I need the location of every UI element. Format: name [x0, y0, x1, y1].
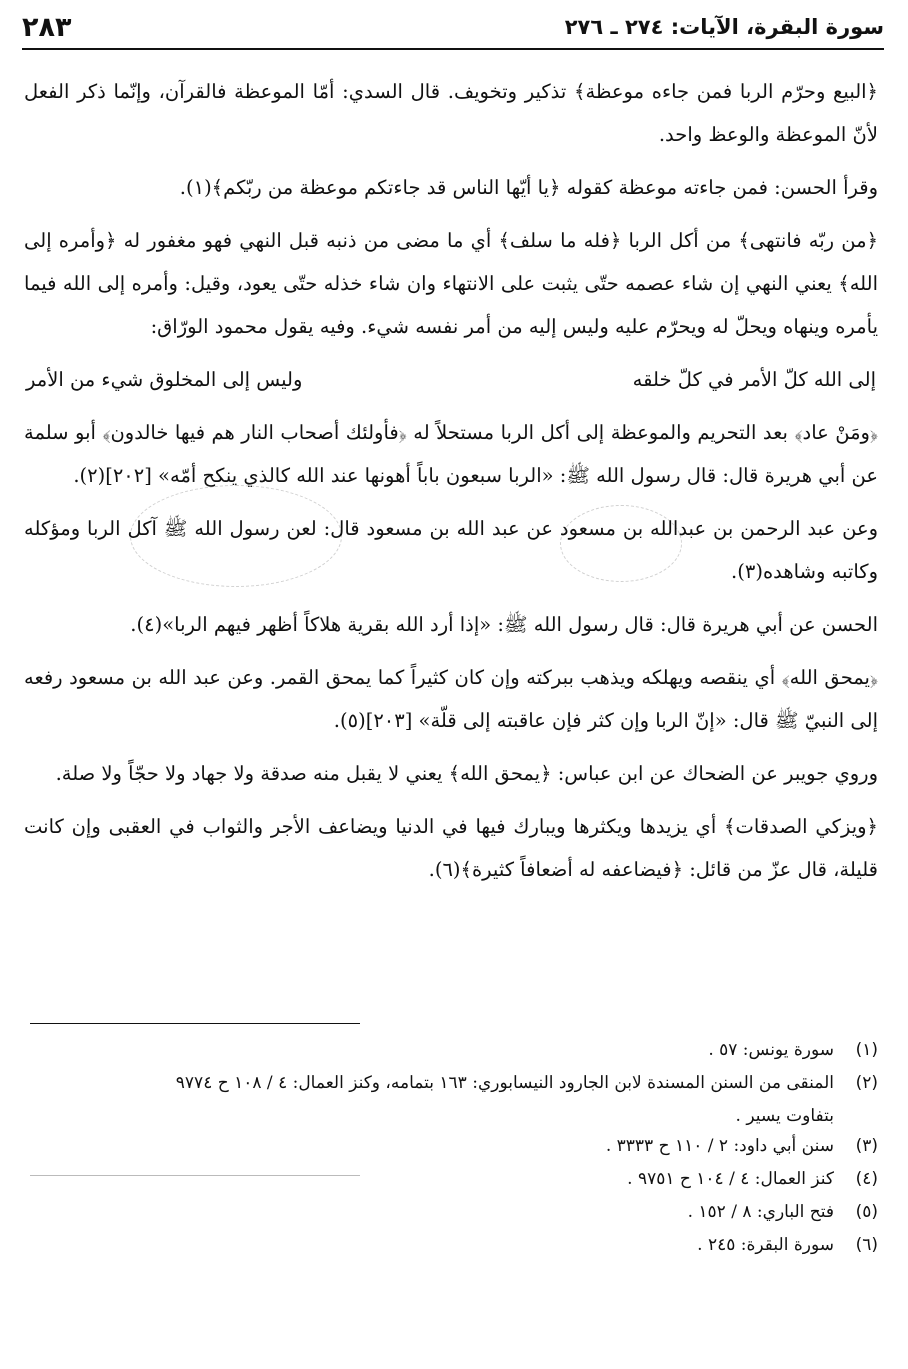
- footnote: [24, 1197, 878, 1228]
- footnote-number: (١): [855, 1040, 878, 1060]
- footnote-text: المنقى من السنن المسندة لابن الجارود النيسابوري: ١٦٣ بتمامه، وكنز العمال: ٤ / ١٠٨ ح ٩٧٧٤: [175, 1073, 834, 1093]
- footnote-text: سنن أبي داود: ٢ / ١١٠ ح ٣٣٣٣ .: [605, 1136, 834, 1156]
- paragraph: ﴿يمحق الله﴾ أي ينقصه ويهلكه ويذهب ببركته وإن كان كثيراً كما يمحق القمر. وعن عبد الله بن مسعود رفعه إلى النبيّ ﷺ قال: «إنّ الربا وإن كثر فإن عاقبته إلى قلّة» [٢٠٣](٥).: [24, 666, 878, 732]
- footnote: [24, 1131, 878, 1162]
- footnote: [24, 1068, 878, 1099]
- paragraph: ﴿من ربّه فانتهى﴾ من أكل الربا ﴿فله ما سلف﴾ أي ما مضى من ذنبه قبل النهي فهو مغفور له ﴿وأمره إلى الله﴾ يعني النهي إن شاء عصمه حتّى يثبت على الانتهاء وان شاء خذله حتّى يعود، وقيل: وأمره إلى الله فيما يأمره وينهاه ويحلّ له ويحرّم عليه وليس إليه من أمر نفسه شيء. وفيه يقول محمود الورّاق:: [24, 229, 878, 338]
- paragraph: وقرأ الحسن: فمن جاءته موعظة كقوله ﴿يا أيّها الناس قد جاءتكم موعظة من ربّكم﴾(١).: [179, 176, 878, 199]
- paragraph: وروي جويبر عن الضحاك عن ابن عباس: ﴿يمحق الله﴾ يعني لا يقبل منه صدقة ولا جهاد ولا حجّاً ولا صلة.: [55, 762, 878, 785]
- paragraph: وعن عبد الرحمن بن عبدالله بن مسعود عن عبد الله بن مسعود قال: لعن رسول الله ﷺ آكل الربا ومؤكله وكاتبه وشاهده(٣).: [24, 517, 878, 583]
- footnote: [24, 1164, 878, 1195]
- footnote-number: (٢): [855, 1073, 878, 1093]
- header-rule: [22, 48, 884, 50]
- footnote-number: (٤): [855, 1169, 878, 1189]
- footnote-text: كنز العمال: ٤ / ١٠٤ ح ٩٧٥١ .: [627, 1169, 834, 1189]
- footnote-number: (٦): [855, 1235, 878, 1255]
- footnote-number: (٥): [855, 1202, 878, 1222]
- paragraph: ﴿ومَنْ عاد﴾ بعد التحريم والموعظة إلى أكل الربا مستحلاً له ﴿فأولئك أصحاب النار هم فيها خالدون﴾ أبو سلمة عن أبي هريرة قال: قال رسول الله ﷺ: «الربا سبعون باباً أهونها عند الله كالذي ينكح أمّه» [٢٠٢](٢).: [24, 421, 878, 487]
- verse-first-hemistich: إلى الله كلّ الأمر في كلّ خلقه: [632, 368, 876, 391]
- running-title: سورة البقرة، الآيات: ٢٧٤ ـ ٢٧٦: [564, 15, 884, 39]
- footnote-continuation: بتفاوت يسير .: [735, 1106, 834, 1126]
- page-header: [22, 10, 884, 44]
- footnote-text: سورة يونس: ٥٧ .: [708, 1040, 834, 1060]
- main-text: [24, 70, 878, 901]
- bleed-through-rule: [30, 1175, 360, 1176]
- paragraph: ﴿ويزكي الصدقات﴾ أي يزيدها ويكثرها ويبارك فيها في الدنيا ويضاعف الأجر والثواب في العقبى وإن كانت قليلة، قال عزّ من قائل: ﴿فيضاعفه له أضعافاً كثيرة﴾(٦).: [24, 815, 878, 881]
- footnote: [24, 1230, 878, 1261]
- paragraph: ﴿البيع وحرّم الربا فمن جاءه موعظة﴾ تذكير وتخويف. قال السدي: أمّا الموعظة فالقرآن، وإنّما ذكر الفعل لأنّ الموعظة والوعظ واحد.: [24, 80, 878, 146]
- verse-second-hemistich: وليس إلى المخلوق شيء من الأمر: [26, 368, 303, 391]
- footnote-rule: [30, 1023, 360, 1024]
- footnote-number: (٣): [855, 1136, 878, 1156]
- footnote-text: فتح الباري: ٨ / ١٥٢ .: [687, 1202, 834, 1222]
- footnote-text: سورة البقرة: ٢٤٥ .: [697, 1235, 834, 1255]
- page-number: ٢٨٣: [22, 11, 72, 43]
- footnotes: [24, 1035, 878, 1263]
- footnote: [24, 1035, 878, 1066]
- paragraph: الحسن عن أبي هريرة قال: قال رسول الله ﷺ: «إذا أرد الله بقرية هلاكاً أظهر فيهم الربا»(٤).: [130, 613, 878, 636]
- poetry-verse: [24, 358, 878, 401]
